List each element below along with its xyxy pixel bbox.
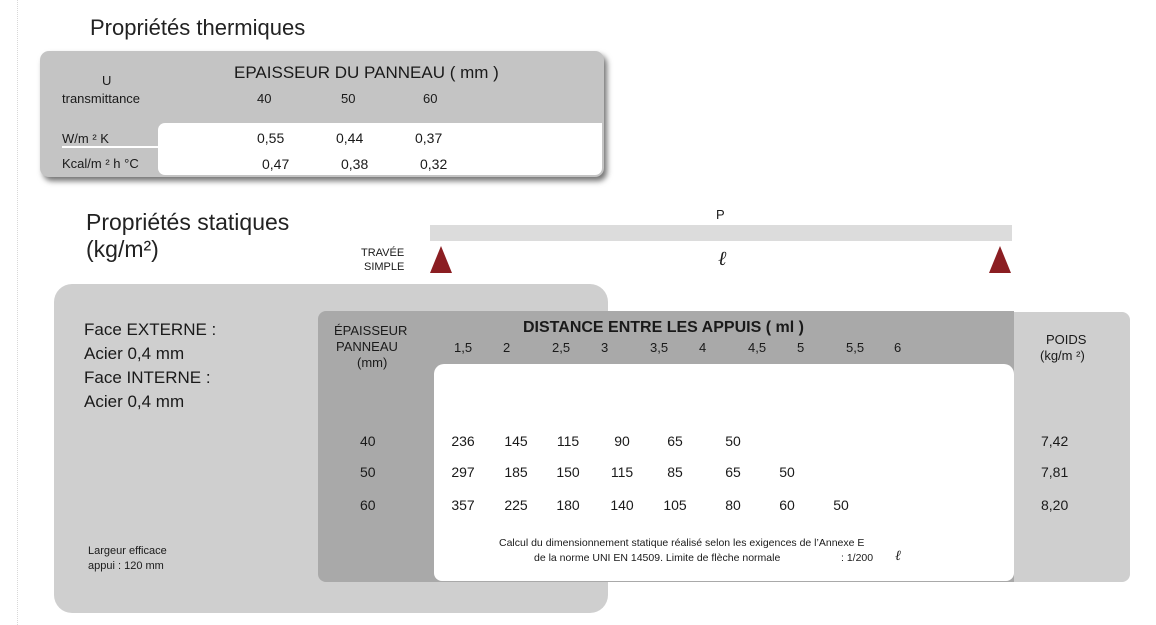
static-title-line1: Propriétés statiques — [86, 209, 290, 235]
distance-header: DISTANCE ENTRE LES APPUIS ( ml ) — [523, 319, 804, 336]
thermal-value: 0,47 — [262, 156, 290, 172]
weight-header-line2: (kg/m ²) — [1040, 348, 1085, 363]
weight-header-line1: POIDS — [1046, 332, 1087, 347]
load-value: 50 — [833, 497, 849, 513]
distance-header-cell: 5,5 — [846, 340, 865, 355]
load-value: 297 — [451, 464, 475, 480]
distance-header-cell: 5 — [797, 340, 805, 355]
load-value: 65 — [667, 433, 683, 449]
thickness-col-header-1: ÉPAISSEUR — [334, 323, 408, 338]
load-value: 225 — [504, 497, 528, 513]
thermal-title: Propriétés thermiques — [90, 15, 306, 40]
load-value: 90 — [614, 433, 630, 449]
left-support-triangle — [430, 246, 452, 273]
face-internal-material: Acier 0,4 mm — [84, 392, 185, 411]
load-value: 105 — [663, 497, 687, 513]
load-value: 115 — [556, 433, 580, 449]
thickness-header: EPAISSEUR DU PANNEAU ( mm ) — [234, 63, 499, 82]
distance-header-cell: 2,5 — [552, 340, 571, 355]
unit-kcal: Kcal/m ² h °C — [62, 156, 139, 171]
load-value: 85 — [667, 464, 683, 480]
load-value: 357 — [451, 497, 475, 513]
load-value: 150 — [556, 464, 580, 480]
static-title-line2: (kg/m²) — [86, 236, 159, 262]
load-value: 140 — [610, 497, 634, 513]
face-external-material: Acier 0,4 mm — [84, 344, 185, 363]
note-span-symbol: ℓ — [895, 548, 901, 564]
load-value: 115 — [610, 464, 634, 480]
distance-header-cell: 4 — [699, 340, 707, 355]
support-width-line1: Largeur efficace — [88, 545, 167, 557]
row-thickness: 40 — [360, 433, 376, 449]
distance-header-cell: 1,5 — [454, 340, 473, 355]
right-support-triangle — [989, 246, 1011, 273]
load-value: 180 — [556, 497, 580, 513]
thickness-col-header-3: (mm) — [357, 355, 388, 370]
support-width-line2: appui : 120 mm — [88, 560, 164, 572]
load-value: 50 — [725, 433, 741, 449]
thermal-value: 0,44 — [336, 130, 364, 146]
thermal-value: 0,55 — [257, 130, 285, 146]
distance-header-cell: 3 — [601, 340, 609, 355]
row-divider — [62, 146, 158, 148]
face-internal: Face INTERNE : — [84, 368, 211, 387]
load-value: 145 — [504, 433, 528, 449]
unit-wm2k: W/m ² K — [62, 131, 109, 146]
note-line2: de la norme UNI EN 14509. Limite de flèche normale — [534, 552, 781, 564]
load-value: 185 — [504, 464, 528, 480]
row-thickness: 50 — [360, 464, 376, 480]
thermal-value: 0,38 — [341, 156, 369, 172]
load-value: 80 — [725, 497, 741, 513]
row-weight: 7,81 — [1041, 464, 1069, 480]
distance-header-cell: 2 — [503, 340, 511, 355]
span-length-symbol: ℓ — [718, 246, 727, 270]
span-type-line1: TRAVÉE — [361, 247, 405, 259]
row-weight: 8,20 — [1041, 497, 1069, 513]
guide-line — [17, 0, 18, 625]
thermal-value: 0,32 — [420, 156, 448, 172]
load-value: 236 — [451, 433, 475, 449]
load-label: P — [716, 207, 725, 222]
note-ratio: : 1/200 — [841, 552, 874, 564]
thickness-col-header-2: PANNEAU — [336, 339, 398, 354]
distance-header-cell: 4,5 — [748, 340, 767, 355]
note-line1: Calcul du dimensionnement statique réalisé selon les exigences de l’Annexe E — [499, 537, 865, 549]
thermal-value: 0,37 — [415, 130, 443, 146]
load-value: 50 — [779, 464, 795, 480]
thickness-50: 50 — [341, 91, 356, 106]
thickness-60: 60 — [423, 91, 438, 106]
load-value: 65 — [725, 464, 741, 480]
distance-header-cell: 3,5 — [650, 340, 669, 355]
thermal-values-area — [158, 123, 602, 175]
load-value: 60 — [779, 497, 795, 513]
distance-header-cell: 6 — [894, 340, 902, 355]
span-type-line2: SIMPLE — [364, 261, 405, 273]
row-thickness: 60 — [360, 497, 376, 513]
face-external: Face EXTERNE : — [84, 320, 217, 339]
u-label: U — [102, 73, 112, 88]
row-weight: 7,42 — [1041, 433, 1069, 449]
thickness-40: 40 — [257, 91, 272, 106]
beam — [430, 225, 1012, 241]
transmittance-label: transmittance — [62, 91, 141, 106]
